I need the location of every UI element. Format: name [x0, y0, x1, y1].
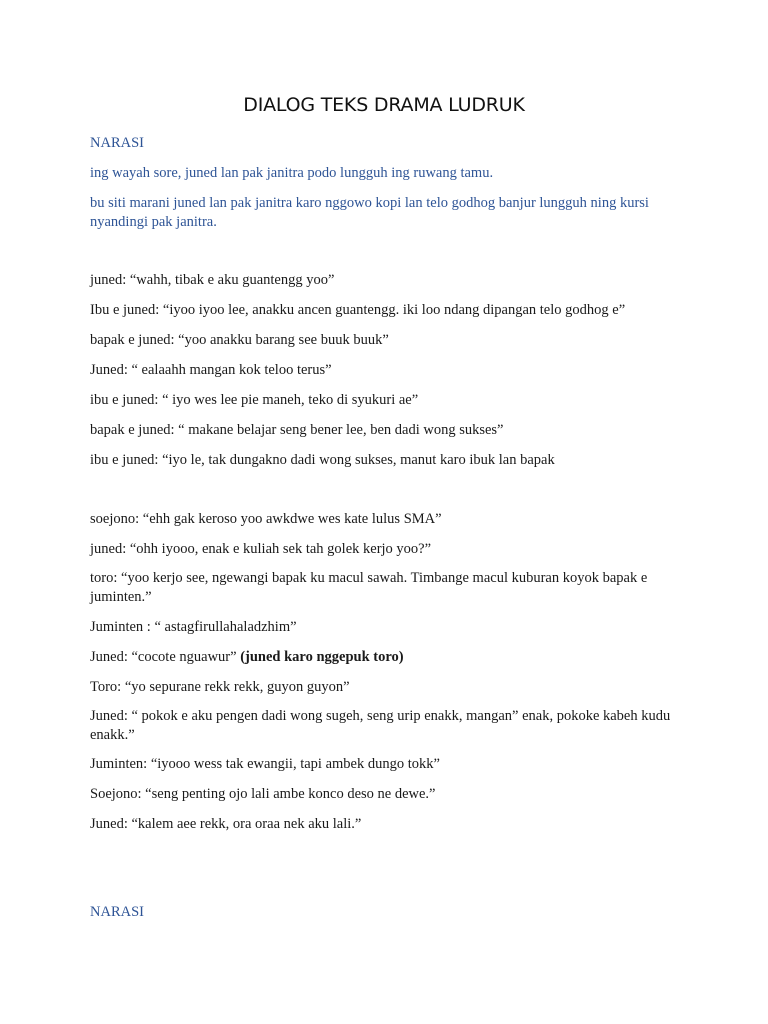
dialog-line: ibu e juned: “ iyo wes lee pie maneh, teko di syukuri ae”	[90, 392, 419, 408]
narasi-heading: NARASI	[90, 135, 144, 151]
narasi-line: ing wayah sore, juned lan pak janitra podo lungguh ing ruwang tamu.	[90, 165, 494, 181]
dialog-line: Juned: “ ealaahh mangan kok teloo terus”	[90, 362, 332, 378]
dialog-line: Juned: “ pokok e aku pengen dadi wong sugeh, seng urip enakk, mangan” enak, pokoke kabeh kudu enakk.”	[90, 708, 671, 743]
document-title: DIALOG TEKS DRAMA LUDRUK	[243, 94, 525, 116]
dialog-line: juned: “wahh, tibak e aku guantengg yoo”	[90, 272, 335, 288]
dialog-line: soejono: “ehh gak keroso yoo awkdwe wes kate lulus SMA”	[90, 511, 442, 527]
dialog-line: Ibu e juned: “iyoo iyoo lee, anakku ancen guantengg. iki loo ndang dipangan telo godhog e”	[90, 302, 626, 318]
stage-direction: (juned karo nggepuk toro)	[240, 649, 404, 665]
dialog-line-with-direction	[90, 648, 690, 667]
narasi-line: bu siti marani juned lan pak janitra karo nggowo kopi lan telo godhog banjur lungguh ning kursi nyandingi pak janitra.	[90, 195, 649, 230]
dialog-line: bapak e juned: “ makane belajar seng bener lee, ben dadi wong sukses”	[90, 422, 504, 438]
dialog-line: ibu e juned: “iyo le, tak dungakno dadi wong sukses, manut karo ibuk lan bapak	[90, 452, 555, 468]
dialog-line: bapak e juned: “yoo anakku barang see buuk buuk”	[90, 332, 389, 348]
dialog-line: Toro: “yo sepurane rekk rekk, guyon guyon”	[90, 679, 350, 695]
dialog-line: Soejono: “seng penting ojo lali ambe konco deso ne dewe.”	[90, 786, 436, 802]
dialog-speech: Juned: “cocote nguawur”	[90, 649, 241, 665]
dialog-line: Juned: “kalem aee rekk, ora oraa nek aku lali.”	[90, 816, 362, 832]
dialog-line: toro: “yoo kerjo see, ngewangi bapak ku macul sawah. Timbange macul kuburan koyok bapak e juminten.”	[90, 570, 648, 605]
dialog-line: Juminten: “iyooo wess tak ewangii, tapi ambek dungo tokk”	[90, 756, 440, 772]
dialog-line: Juminten : “ astagfirullahaladzhim”	[90, 619, 297, 635]
dialog-line: juned: “ohh iyooo, enak e kuliah sek tah golek kerjo yoo?”	[90, 541, 432, 557]
narasi-heading-2: NARASI	[90, 904, 144, 920]
